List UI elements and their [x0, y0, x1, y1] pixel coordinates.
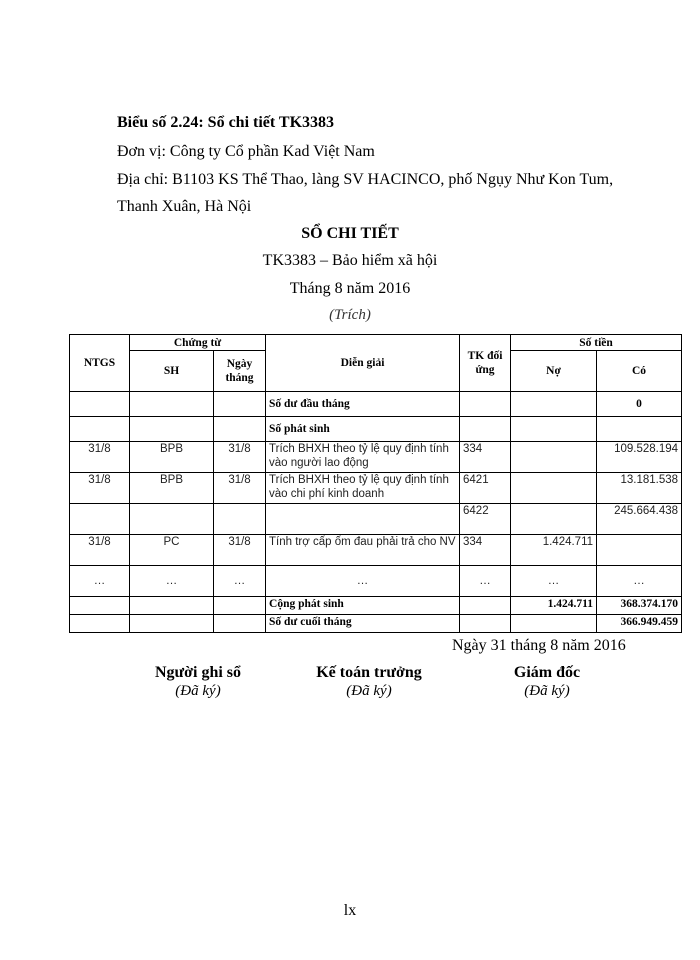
- table-row: [70, 504, 682, 535]
- signature-director: [467, 664, 627, 700]
- signature-recorder: [118, 664, 278, 700]
- form-number: Biểu số 2.24: Sổ chi tiết TK3383: [117, 114, 335, 131]
- opening-label: Số dư đầu tháng: [266, 392, 460, 417]
- address-line-2: Thanh Xuân, Hà Nội: [117, 198, 252, 215]
- row-tk: 6421: [460, 473, 511, 504]
- header-ntgs: NTGS: [70, 335, 130, 392]
- signature-title: Kế toán trưởng: [316, 664, 422, 681]
- unit-name: Đơn vị: Công ty Cổ phần Kad Việt Nam: [117, 143, 375, 160]
- total-co: 368.374.170: [597, 597, 682, 615]
- row-sh: BPB: [130, 473, 214, 504]
- row-ngay: 31/8: [214, 473, 266, 504]
- row-co: 245.664.438: [597, 504, 682, 535]
- ledger-period: Tháng 8 năm 2016: [289, 280, 411, 297]
- table-row: [70, 535, 682, 566]
- row-no: …: [511, 566, 597, 597]
- row-sh: …: [130, 566, 214, 597]
- total-no: 1.424.711: [511, 597, 597, 615]
- row-tk: 334: [460, 442, 511, 473]
- row-ngay: 31/8: [214, 442, 266, 473]
- row-dien-giai: Tính trợ cấp ốm đau phải trả cho NV: [266, 535, 460, 566]
- header-chung-tu: Chứng từ: [130, 335, 266, 351]
- row-ngay: 31/8: [214, 535, 266, 566]
- header-dien-giai: Diễn giải: [266, 335, 460, 392]
- section-label: Số phát sinh: [266, 417, 460, 442]
- row-co: [597, 535, 682, 566]
- row-ntgs: [70, 504, 130, 535]
- row-co: …: [597, 566, 682, 597]
- table-row: [70, 442, 682, 473]
- closing-label: Số dư cuối tháng: [266, 615, 460, 633]
- opening-balance-row: [70, 392, 682, 417]
- row-ntgs: …: [70, 566, 130, 597]
- row-no: [511, 442, 597, 473]
- table-row: [70, 566, 682, 597]
- row-dien-giai: …: [266, 566, 460, 597]
- header-co: Có: [597, 351, 682, 392]
- row-tk: 334: [460, 535, 511, 566]
- total-row: [70, 597, 682, 615]
- row-tk: 6422: [460, 504, 511, 535]
- header-row-1: [70, 335, 682, 351]
- row-dien-giai: [266, 504, 460, 535]
- signature-status: (Đã ký): [524, 683, 570, 699]
- row-tk: …: [460, 566, 511, 597]
- ledger-table: [69, 334, 682, 633]
- section-row: [70, 417, 682, 442]
- row-ngay: [214, 504, 266, 535]
- row-no: 1.424.711: [511, 535, 597, 566]
- closing-co: 366.949.459: [597, 615, 682, 633]
- signature-title: Giám đốc: [513, 664, 581, 681]
- row-ntgs: 31/8: [70, 473, 130, 504]
- ledger-account: TK3383 – Bảo hiểm xã hội: [262, 252, 438, 269]
- row-no: [511, 473, 597, 504]
- row-co: 109.528.194: [597, 442, 682, 473]
- signature-status: (Đã ký): [175, 683, 221, 699]
- address-line-1: Địa chỉ: B1103 KS Thể Thao, làng SV HACINCO, phố Ngụy Như Kon Tum,: [117, 171, 614, 188]
- signature-status: (Đã ký): [346, 683, 392, 699]
- ledger-title: SỔ CHI TIẾT: [301, 225, 399, 242]
- total-label: Cộng phát sinh: [266, 597, 460, 615]
- row-ntgs: 31/8: [70, 535, 130, 566]
- header-so-tien: Số tiền: [511, 335, 682, 351]
- opening-co: 0: [597, 392, 682, 417]
- row-ngay: …: [214, 566, 266, 597]
- row-sh: BPB: [130, 442, 214, 473]
- header-tk-doi-ung: TK đối ứng: [460, 335, 511, 392]
- header-ngay-thang: Ngày tháng: [214, 351, 266, 392]
- header-no: Nợ: [511, 351, 597, 392]
- row-ntgs: 31/8: [70, 442, 130, 473]
- closing-balance-row: [70, 615, 682, 633]
- row-dien-giai: Trích BHXH theo tỷ lệ quy định tính vào người lao động: [266, 442, 460, 473]
- row-sh: PC: [130, 535, 214, 566]
- row-dien-giai: Trích BHXH theo tỷ lệ quy định tính vào chi phí kinh doanh: [266, 473, 460, 504]
- signature-chief-accountant: [289, 664, 449, 700]
- excerpt-note: (Trích): [329, 307, 371, 323]
- table-row: [70, 473, 682, 504]
- row-no: [511, 504, 597, 535]
- header-sh: SH: [130, 351, 214, 392]
- page-number: lx: [343, 902, 357, 919]
- date-line: Ngày 31 tháng 8 năm 2016: [452, 637, 626, 654]
- signature-title: Người ghi sổ: [154, 664, 242, 681]
- row-co: 13.181.538: [597, 473, 682, 504]
- row-sh: [130, 504, 214, 535]
